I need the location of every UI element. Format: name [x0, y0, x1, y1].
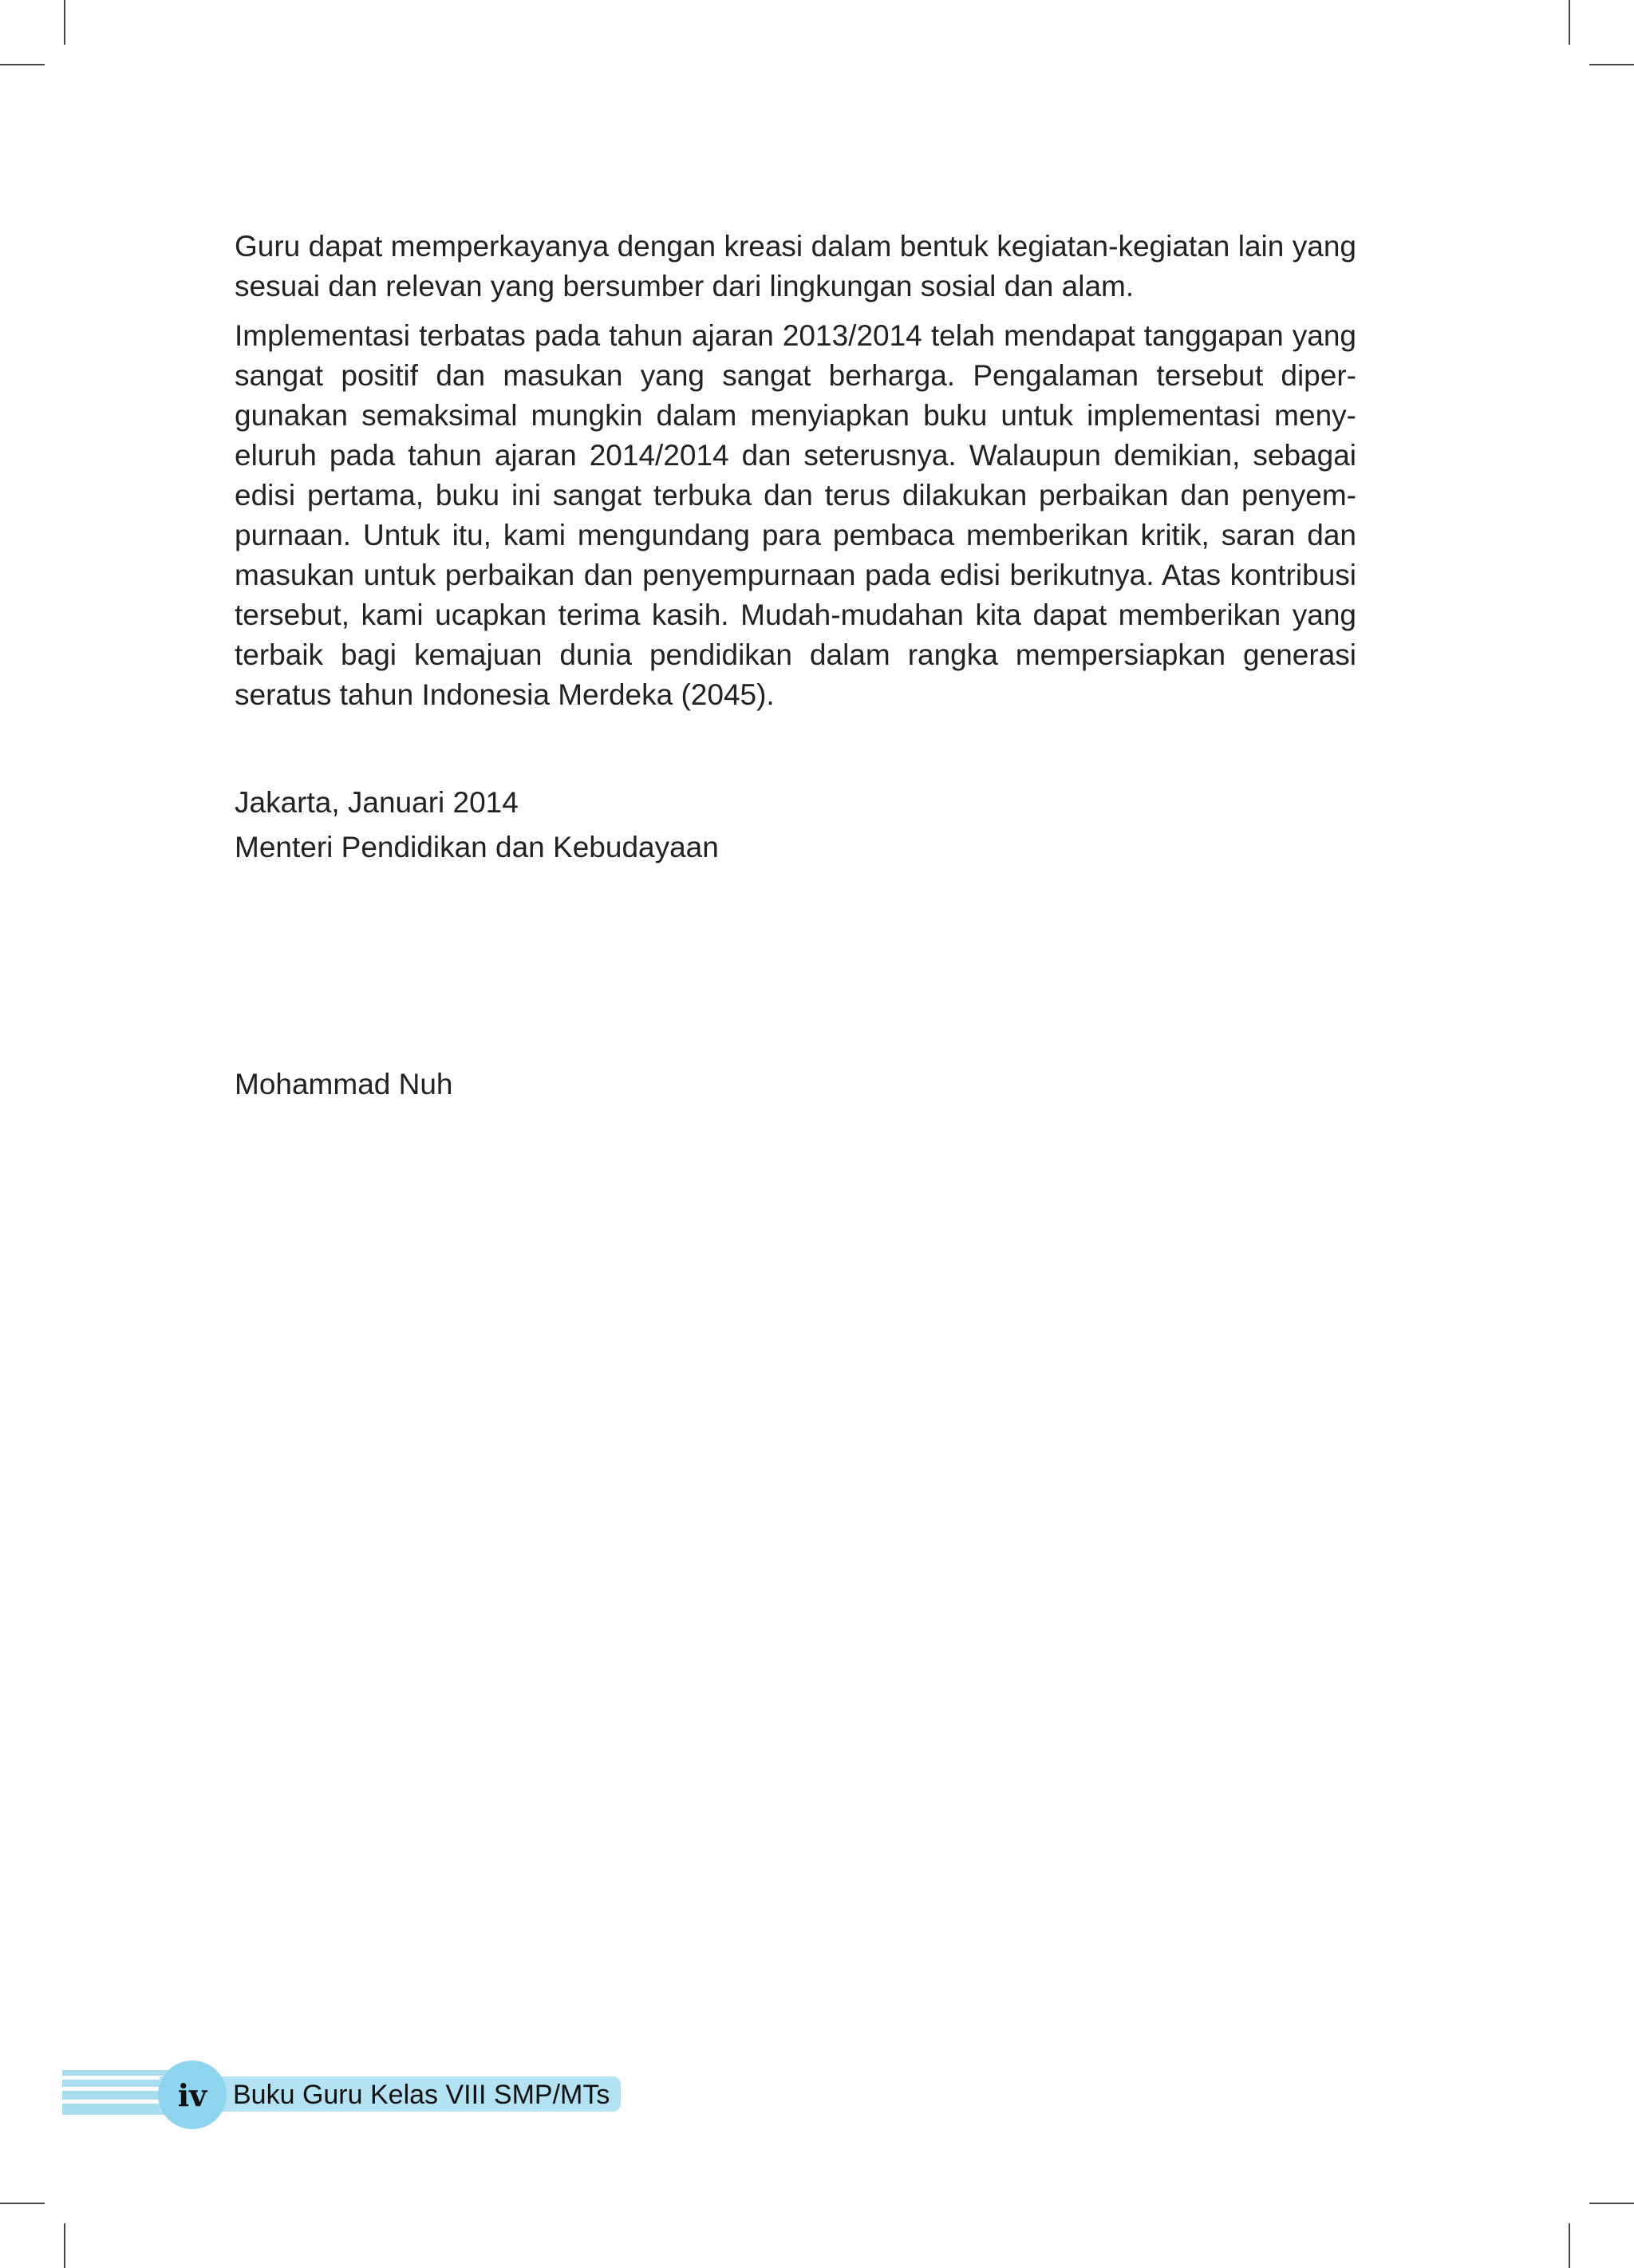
crop-mark-top-right-horizontal: [1589, 64, 1634, 65]
crop-mark-bottom-right-horizontal: [1589, 2203, 1634, 2204]
place-date: Jakarta, Januari 2014: [235, 786, 519, 819]
page-number: iv: [177, 2076, 207, 2113]
crop-mark-bottom-right-vertical: [1569, 2223, 1570, 2268]
crop-mark-top-right-vertical: [1569, 0, 1570, 45]
page-footer: [0, 2054, 638, 2142]
signatory-position: Menteri Pendidikan dan Kebudayaan: [235, 831, 719, 863]
foreword-body: [235, 227, 1356, 715]
crop-mark-top-left-vertical: [64, 0, 65, 45]
crop-mark-bottom-left-vertical: [64, 2223, 65, 2268]
page-number-badge: [158, 2061, 227, 2129]
crop-mark-top-left-horizontal: [0, 64, 45, 65]
book-title: Buku Guru Kelas VIII SMP/MTs: [233, 2080, 610, 2110]
signatory-name: Mohammad Nuh: [235, 1068, 453, 1100]
paragraph: Implementasi terbatas pada tahun ajaran 2013/2014 telah mendapat tanggapan yang sangat positif dan masukan yang sangat berharga. Pengalaman tersebut dipergunakan semaksimal mungkin dalam menyiapkan buku untuk implementasi menyeluruh pada tahun ajaran 2014/2014 dan seterusnya. Walaupun demikian, sebagai edisi pertama, buku ini sangat terbuka dan terus dilakukan perbaikan dan penyempurnaan. Untuk itu, kami mengundang para pembaca memberikan kritik, saran dan masukan untuk perbaikan dan penyempurnaan pada edisi berikutnya. Atas kontribusi tersebut, kami ucapkan terima kasih. Mudah-mudahan kita dapat memberikan yang terbaik bagi kemajuan dunia pendidikan dalam rangka mempersiapkan generasi seratus tahun Indonesia Merdeka (2045).: [235, 319, 1356, 711]
paragraph: Guru dapat memperkayanya dengan kreasi dalam bentuk kegiatan-kegiatan lain yang sesuai dan relevan yang bersumber dari lingkungan sosial dan alam.: [235, 230, 1356, 302]
closing-block: [235, 780, 719, 870]
crop-mark-bottom-left-horizontal: [0, 2203, 45, 2204]
